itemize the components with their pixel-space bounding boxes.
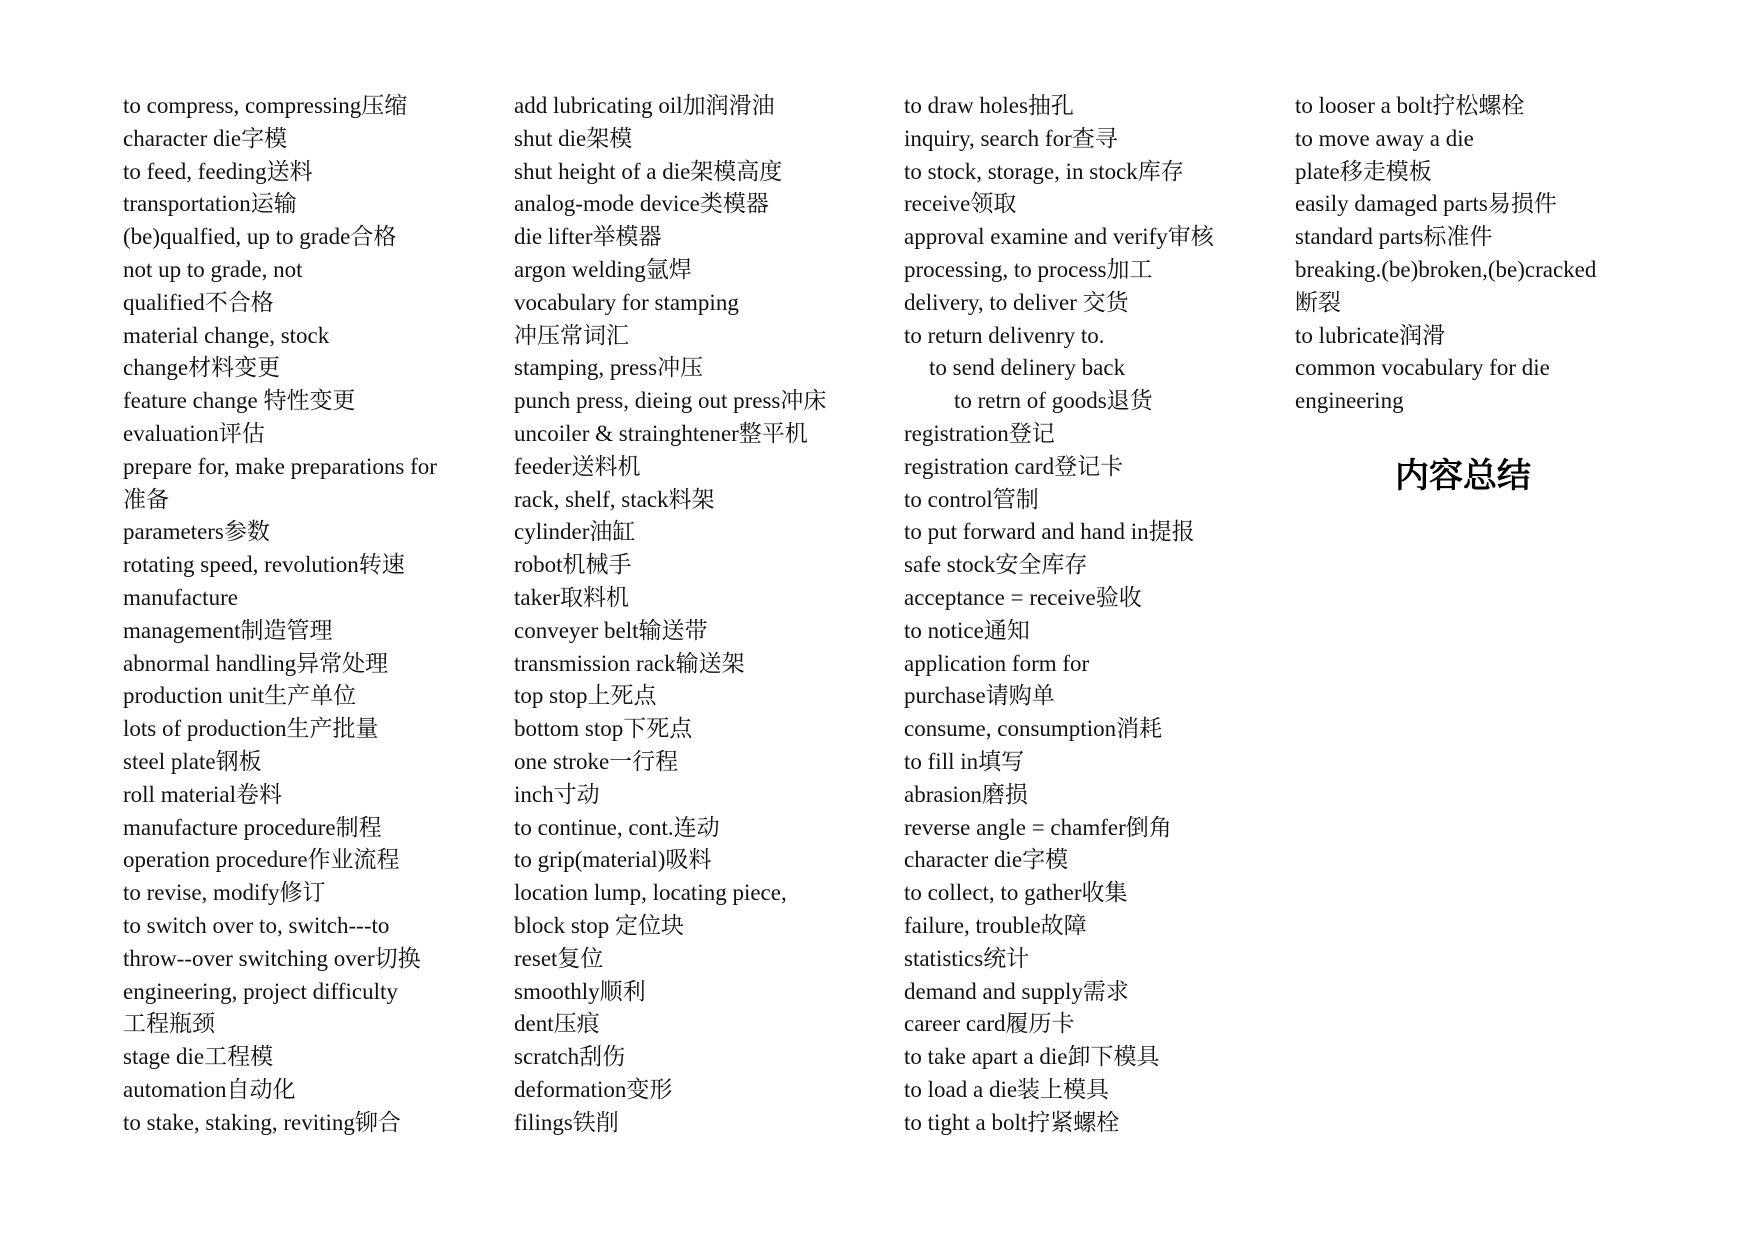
vocab-line: prepare for, make preparations for	[123, 453, 437, 479]
vocab-line: character die字模	[904, 847, 1069, 873]
vocab-line: purchase请购单	[904, 683, 1055, 709]
vocab-line: transmission rack输送架	[514, 650, 745, 676]
vocab-line: abrasion磨损	[904, 781, 1028, 807]
vocab-line: reverse angle = chamfer倒角	[904, 814, 1172, 840]
vocab-line: breaking.(be)broken,(be)cracked	[1295, 256, 1597, 282]
vocab-line: engineering, project difficulty	[123, 978, 398, 1004]
vocab-line: to stake, staking, reviting铆合	[123, 1109, 401, 1135]
vocab-line: stamping, press冲压	[514, 355, 704, 381]
vocab-line: robot机械手	[514, 552, 632, 578]
vocab-line: manufacture procedure制程	[123, 814, 382, 840]
vocab-line: taker取料机	[514, 584, 629, 610]
vocab-line: to lubricate润滑	[1295, 322, 1446, 348]
vocab-line: roll material卷料	[123, 781, 283, 807]
vocab-line: rotating speed, revolution转速	[123, 552, 405, 578]
summary-title: 内容总结	[1395, 456, 1531, 496]
vocab-line: approval examine and verify审核	[904, 224, 1214, 250]
vocab-line: feeder送料机	[514, 453, 641, 479]
vocab-line: 断裂	[1295, 289, 1341, 315]
vocab-line: acceptance = receive验收	[904, 584, 1142, 610]
vocab-line: deformation变形	[514, 1076, 673, 1102]
vocab-line: to retrn of goods退货	[954, 388, 1153, 414]
vocab-line: scratch刮伤	[514, 1044, 626, 1070]
vocab-line: consume, consumption消耗	[904, 716, 1163, 742]
vocab-line: registration登记	[904, 420, 1055, 446]
vocab-line: plate移走模板	[1295, 158, 1432, 184]
vocab-line: dent压痕	[514, 1011, 600, 1037]
vocab-line: to stock, storage, in stock库存	[904, 158, 1184, 184]
vocab-line: to continue, cont.连动	[514, 814, 720, 840]
vocab-line: to send delinery back	[929, 355, 1126, 381]
vocab-line: smoothly顺利	[514, 978, 646, 1004]
vocab-line: material change, stock	[123, 322, 330, 348]
vocab-line: punch press, dieing out press冲床	[514, 388, 827, 414]
vocab-line: production unit生产单位	[123, 683, 357, 709]
vocab-line: feature change 特性变更	[123, 388, 356, 414]
vocab-line: to control管制	[904, 486, 1039, 512]
vocab-line: manufacture	[123, 584, 238, 610]
vocab-line: application form for	[904, 650, 1090, 676]
vocab-line: analog-mode device类模器	[514, 191, 769, 217]
vocab-line: inquiry, search for查寻	[904, 125, 1118, 151]
vocab-line: to grip(material)吸料	[514, 847, 712, 873]
vocab-line: transportation运输	[123, 191, 297, 217]
vocab-line: character die字模	[123, 125, 288, 151]
vocab-line: management制造管理	[123, 617, 333, 643]
vocab-line: to switch over to, switch---to	[123, 912, 390, 938]
vocab-line: career card履历卡	[904, 1011, 1075, 1037]
vocab-line: qualified不合格	[123, 289, 274, 315]
vocab-line: failure, trouble故障	[904, 912, 1087, 938]
vocab-line: reset复位	[514, 945, 604, 971]
vocab-line: bottom stop下死点	[514, 716, 693, 742]
vocab-line: to load a die装上模具	[904, 1076, 1110, 1102]
vocab-line: to draw holes抽孔	[904, 93, 1074, 118]
vocab-line: standard parts标准件	[1295, 224, 1493, 250]
vocab-line: delivery, to deliver 交货	[904, 289, 1129, 315]
vocab-line: registration card登记卡	[904, 453, 1124, 479]
vocab-line: to return delivenry to.	[904, 322, 1105, 348]
vocab-line: to tight a bolt拧紧螺栓	[904, 1109, 1120, 1135]
vocab-line: evaluation评估	[123, 420, 265, 446]
vocab-line: change材料变更	[123, 355, 281, 381]
vocab-line: location lump, locating piece,	[514, 880, 787, 906]
vocabulary-column-1	[123, 90, 503, 1140]
vocabulary-column-4	[1295, 90, 1655, 418]
vocab-line: to move away a die	[1295, 125, 1474, 151]
vocab-line: one stroke一行程	[514, 748, 679, 774]
vocab-line: abnormal handling异常处理	[123, 650, 389, 676]
vocab-line: steel plate钢板	[123, 748, 262, 774]
vocab-line: filings铁削	[514, 1109, 619, 1135]
vocab-line: argon welding氩焊	[514, 256, 692, 282]
vocab-line: die lifter举模器	[514, 224, 662, 250]
vocab-line: not up to grade, not	[123, 256, 303, 282]
vocab-line: automation自动化	[123, 1076, 296, 1102]
vocab-line: uncoiler & strainghtener整平机	[514, 420, 808, 446]
vocab-line: to looser a bolt拧松螺栓	[1295, 93, 1525, 118]
vocab-line: rack, shelf, stack料架	[514, 486, 715, 512]
vocab-line: engineering	[1295, 388, 1404, 414]
vocab-line: cylinder油缸	[514, 519, 636, 545]
vocab-line: block stop 定位块	[514, 912, 684, 938]
vocabulary-column-3	[904, 90, 1284, 1140]
vocab-line: parameters参数	[123, 519, 270, 545]
vocab-line: processing, to process加工	[904, 256, 1153, 282]
vocab-line: inch寸动	[514, 781, 600, 807]
vocab-line: 工程瓶颈	[123, 1011, 215, 1037]
vocab-line: add lubricating oil加润滑油	[514, 93, 775, 118]
vocabulary-column-2	[514, 90, 894, 1140]
vocab-line: throw--over switching over切换	[123, 945, 421, 971]
vocab-line: to fill in填写	[904, 748, 1025, 774]
vocab-line: common vocabulary for die	[1295, 355, 1550, 381]
vocab-line: to take apart a die卸下模具	[904, 1044, 1160, 1070]
vocab-line: top stop上死点	[514, 683, 657, 709]
vocab-line: 准备	[123, 486, 169, 512]
vocab-line: to collect, to gather收集	[904, 880, 1128, 906]
vocab-line: stage die工程模	[123, 1044, 274, 1070]
vocab-line: to put forward and hand in提报	[904, 519, 1195, 545]
vocab-line: shut die架模	[514, 125, 633, 151]
vocab-line: to notice通知	[904, 617, 1030, 643]
vocab-line: conveyer belt输送带	[514, 617, 708, 643]
vocab-line: to feed, feeding送料	[123, 158, 313, 184]
vocab-line: to revise, modify修订	[123, 880, 326, 906]
vocab-line: statistics统计	[904, 945, 1030, 971]
vocab-line: (be)qualfied, up to grade合格	[123, 224, 397, 250]
vocab-line: operation procedure作业流程	[123, 847, 400, 873]
vocab-line: receive领取	[904, 191, 1017, 217]
vocab-line: lots of production生产批量	[123, 716, 379, 742]
vocab-line: shut height of a die架模高度	[514, 158, 783, 184]
vocab-line: demand and supply需求	[904, 978, 1129, 1004]
vocab-line: to compress, compressing压缩	[123, 93, 408, 118]
vocab-line: 冲压常词汇	[514, 322, 629, 348]
vocab-line: safe stock安全库存	[904, 552, 1088, 578]
vocab-line: vocabulary for stamping	[514, 289, 739, 315]
vocab-line: easily damaged parts易损件	[1295, 191, 1557, 217]
